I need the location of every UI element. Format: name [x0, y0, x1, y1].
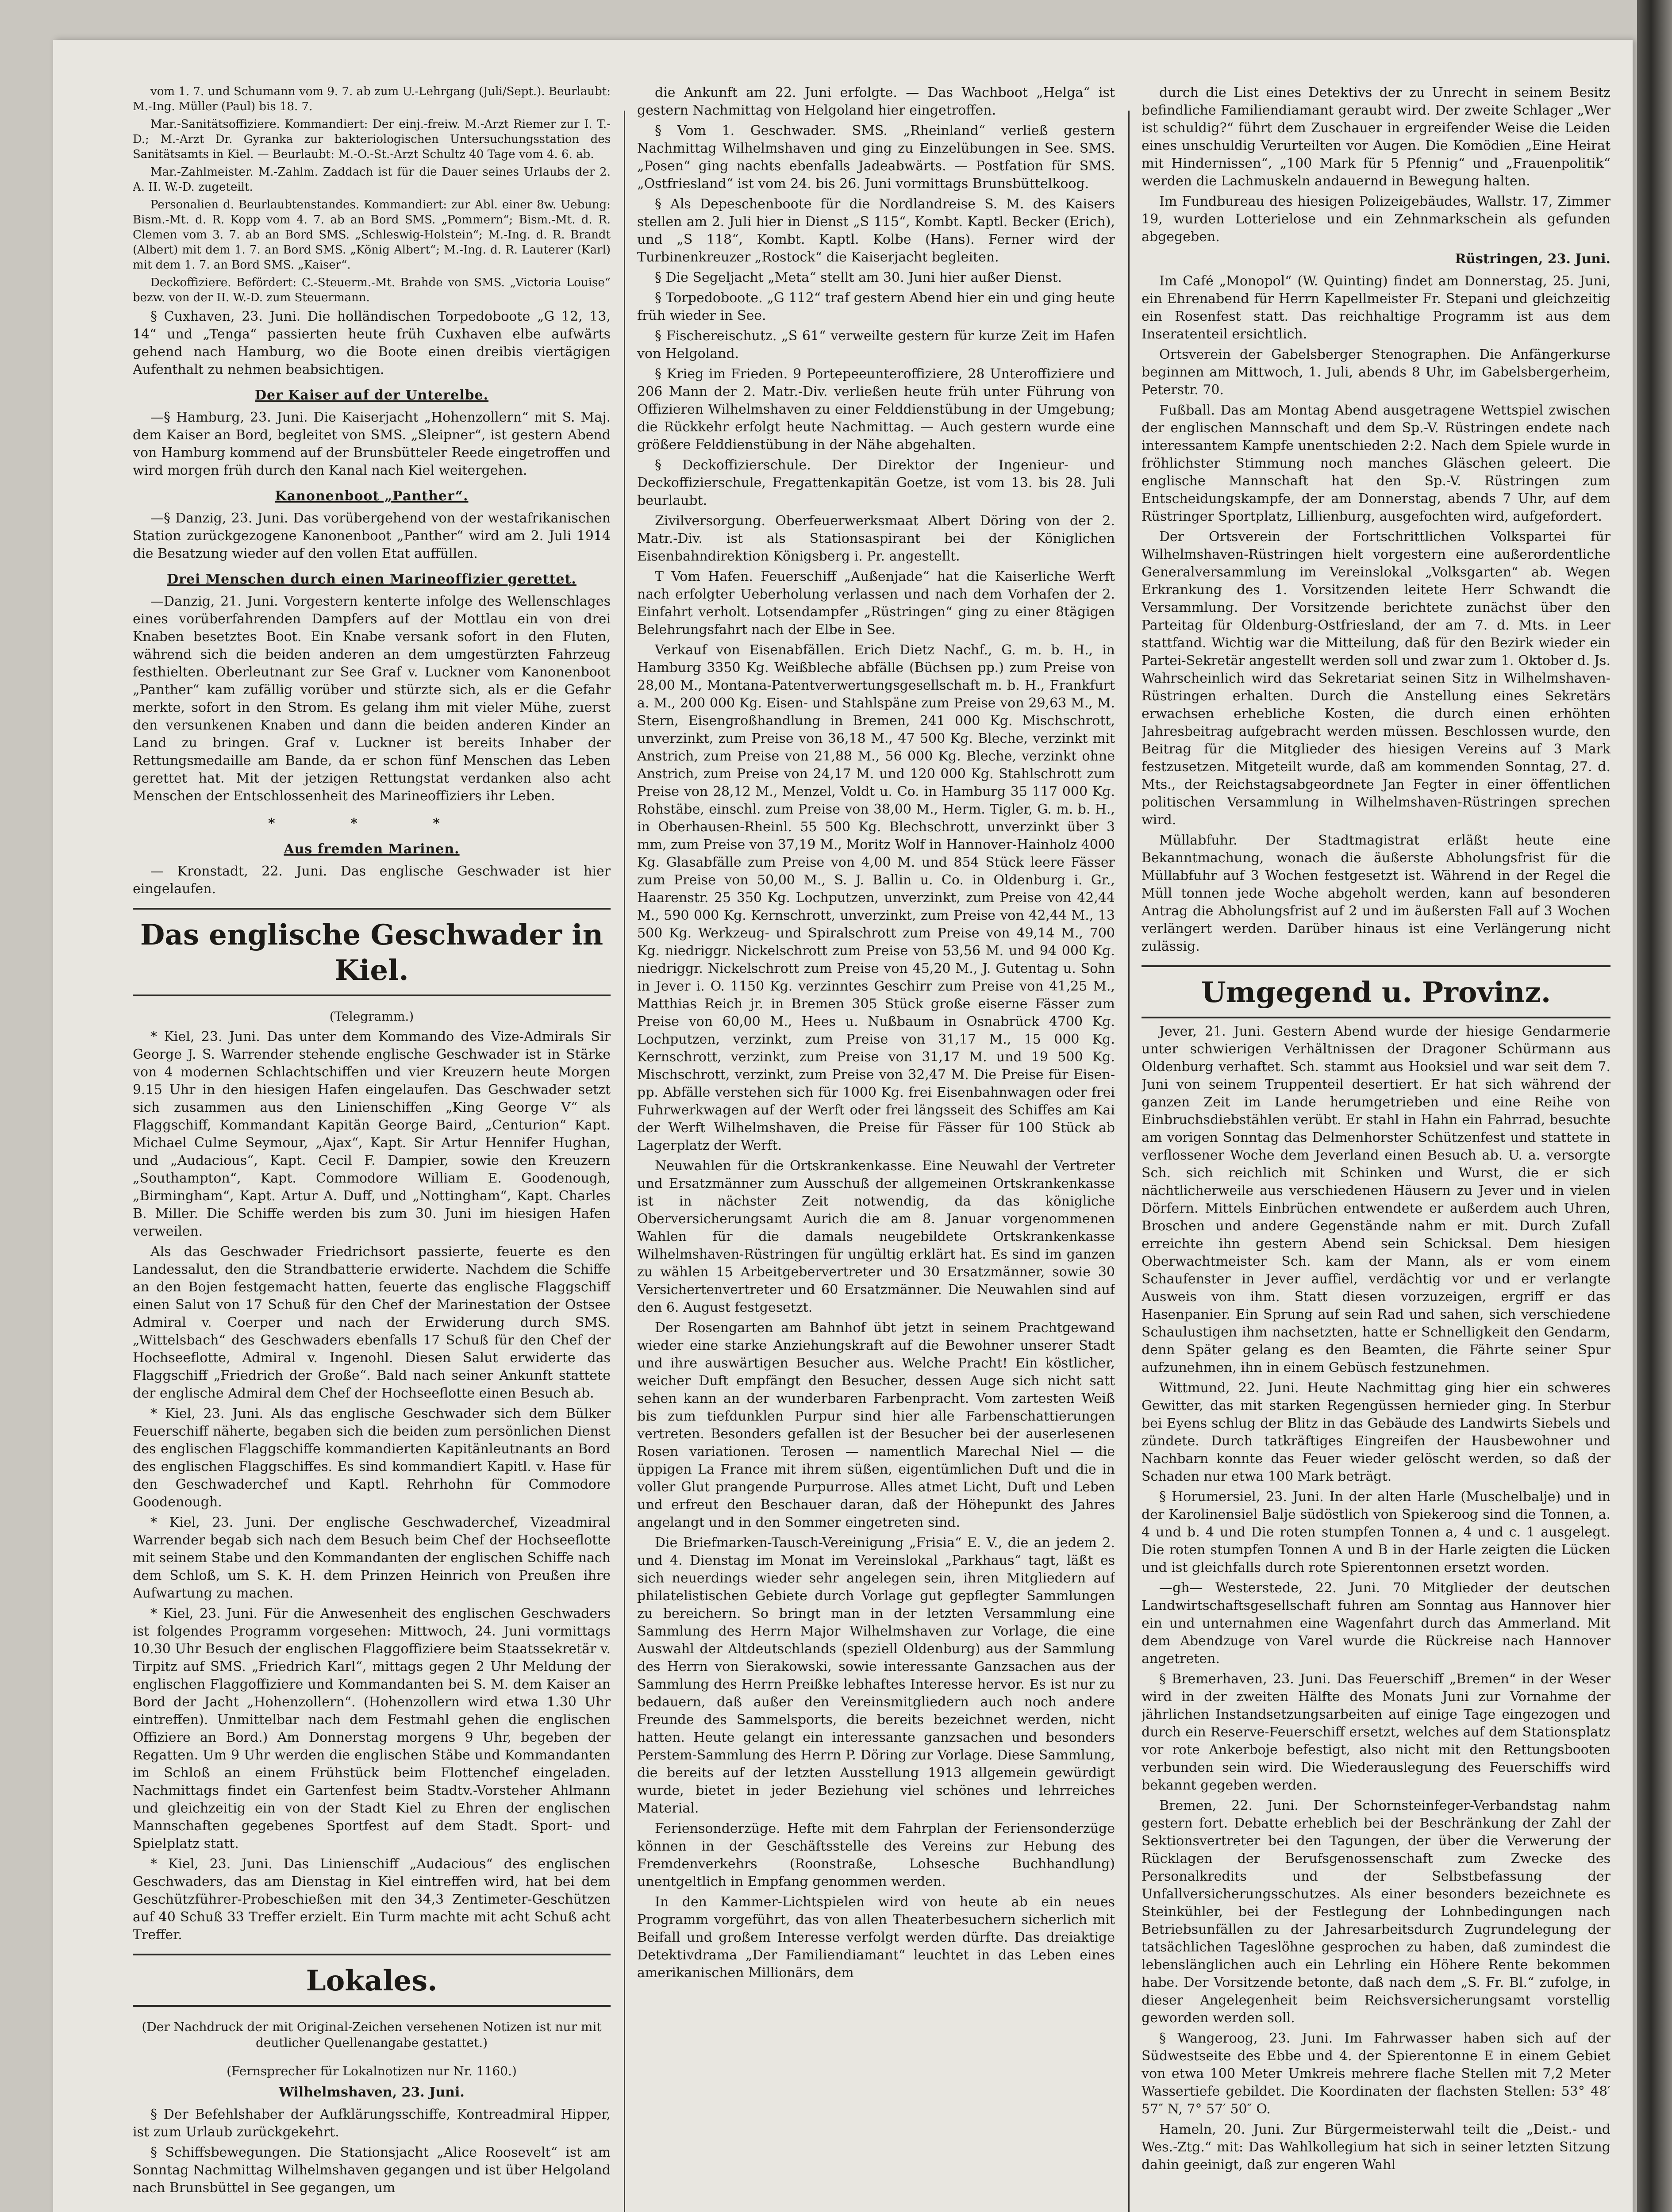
- article-muellabfuhr: Müllabfuhr. Der Stadtmagistrat erläßt heute eine Bekanntmachung, wonach die äußerste Abholungsfrist für die Müllabfuhr auf 3 Wochen festgesetzt ist. Während in der Regel die Müll tonnen jede Woche abgeholt werden, kann auf besonderen Antrag die Abholungsfrist auf 2 und im äußersten Fall auf 3 Wochen verlängert werden. Darüber hinaus ist eine Verlängerung nicht zulässig.: [1142, 833, 1611, 954]
- article-wittmund: Wittmund, 22. Juni. Heute Nachmittag ging hier ein schweres Gewitter, das mit starken Regengüssen hernieder ging. In Sterbur bei Eyens schlug der Blitz in das Gebäude des Landwirts Siebels und zündete. Durch tatkräftiges Eingreifen der Hausbewohner und Nachbarn konnte das Feuer wieder gelöscht werden, so daß der Schaden nur etwa 100 Mark beträgt.: [1142, 1380, 1611, 1484]
- article-intro: vom 1. 7. und Schumann vom 9. 7. ab zum U.-Lehrgang (Juli/Sept.). Beurlaubt: M.-Ing. Müller (Paul) bis 18. 7.: [133, 85, 611, 113]
- telegramm-note: (Telegramm.): [329, 1009, 414, 1024]
- article-gabelsberger: Ortsverein der Gabelsberger Stenographen. Die Anfängerkurse beginnen am Mittwoch, 1. Juli, abends 8 Uhr, im Gabelsbergerheim, Peterstr. 70.: [1142, 347, 1611, 398]
- heading-kaiser: Der Kaiser auf der Unterelbe.: [254, 388, 489, 403]
- article-fundbureau: Im Fundbureau des hiesigen Polizeigebäudes, Wallstr. 17, Zimmer 19, wurden Lotterielose und ein Zehnmarkschein als gefunden abgegeben.: [1142, 194, 1611, 245]
- article-verkauf: Verkauf von Eisenabfällen. Erich Dietz Nachf., G. m. b. H., in Hamburg 3350 Kg. Weißbleche abfälle (Büchsen pp.) zum Preise von 28,00 M., Montana-Patentverwertungsgesellschaft m. b. H., Frankfurt a. M., 200 000 Kg. Eisen- und Stahlspäne zum Preise von 29,63 M., M. Stern, Eisengroßhandlung in Bremen, 241 000 Kg. Mischschrott, unverzinkt, zum Preise von 36,18 M., 47 500 Kg. Bleche, verzinkt mit Anstrich, zum Preise von 21,88 M., 56 000 Kg. Bleche, verzinkt ohne Anstrich, zum Preise von 24,17 M. und 120 000 Kg. Stahlschrott zum Preise von 28,12 M., Menzel, Voldt u. Co. in Hamburg 35 117 000 Kg. Rohstäbe, einschl. zum Preise von 38,00 M., Herm. Tigler, G. m. b. H., in Oberhausen-Rheinl. 55 500 Kg. Blechschrott, unverzinkt über 3 mm, zum Preise von 37,19 M., Moritz Wolf in Hannover-Hainholz 4000 Kg. Glasabfälle zum Preise von 4,00 M. und 854 Stück leere Fässer zum Preise von 50,00 M., S. J. Ballin u. Co. in Oldenburg i. Gr., Haarenstr. 25 350 Kg. Lochputzen, unverzinkt, zum Preise von 42,44 M., 590 000 Kg. Kernschrott, unverzinkt, zum Preise von 42,44 M., 13 500 Kg. Werkzeug- und Spiralschrott zum Preise von 49,14 M., 700 Kg. niedriggr. Nickelschrott zum Preise von 53,56 M. und 94 000 Kg. niedriggr. Nickelschrott zum Preise von 45,20 M., J. Gutentag u. Sohn in Jever i. O. 1150 Kg. verzinntes Geschirr zum Preise von 41,25 M., Matthias Reich jr. in Bremen 305 Stück große eiserne Fässer zum Preise von 60,00 M., Hees u. Nußbaum in Osnabrück 4700 Kg. Lochputzen, verzinkt, zum Preise von 31,17 M., 15 000 Kg. Kernschrott, verzinkt, zum Preise von 31,17 M. und 19 500 Kg. Mischschrott, verzinkt, zum Preise von 32,47 M. Die Preise für Eisen- pp. Abfälle verstehen sich für 1000 Kg. frei Eisenbahnwagen oder frei Fuhrwerkwagen auf der Werft oder frei längsseit des Schiffes am Kai der Werft Wilhelmshaven, die Preise für Fässer für 100 Stück ab Lagerplatz der Werft.: [637, 642, 1115, 1153]
- article-monopol: Im Café „Monopol“ (W. Quinting) findet am Donnerstag, 25. Juni, ein Ehrenabend für Herrn Kapellmeister Fr. Stepani und gleichzeitig ein Rosenfest statt. Das reichhaltige Programm ist aus dem Inseratenteil ersichtlich.: [1142, 273, 1611, 342]
- dateline-wilhelmshaven: Wilhelmshaven, 23. Juni.: [279, 2085, 465, 2100]
- column-1: [133, 84, 611, 2212]
- article-feriensonderzuege: Feriensonderzüge. Hefte mit dem Fahrplan der Feriensonderzüge können in der Geschäftsstelle des Vereins zur Hebung des Fremdenverkehrs (Roonstraße, Lohsesche Buchhandlung) unentgeltlich in Empfang genommen werden.: [637, 1821, 1115, 1889]
- heading-gerettet: Drei Menschen durch einen Marineoffizier gerettet.: [167, 572, 577, 587]
- article-hameln: Hameln, 20. Juni. Zur Bürgermeisterwahl teilt die „Deist.- und Wes.-Ztg.“ mit: Das Wahlkollegium hat sich in seiner letzten Sitzung dahin geeinigt, daß zur engeren Wahl: [1142, 2122, 1611, 2173]
- article-cuxhaven: § Cuxhaven, 23. Juni. Die holländischen Torpedoboote „G 12, 13, 14“ und „Tenga“ passierten heute früh Cuxhaven elbe aufwärts gehend nach Hamburg, wo die Boote einen dreibis viertägigen Aufenthalt zu nehmen beabsichtigen.: [133, 309, 611, 377]
- article-helga: die Ankunft am 22. Juni erfolgte. — Das Wachboot „Helga“ ist gestern Nachmittag von Helgoland hier eingetroffen.: [637, 85, 1115, 118]
- article-familiendiamant: durch die List eines Detektivs der zu Unrecht in seinem Besitz befindliche Familiendiamant geraubt wird. Der zweite Schlager „Wer ist schuldig?“ führt dem Zuschauer in ergreifender Weise die Leiden eines unschuldig Verurteilten vor Augen. Die Komödien „Eine Heirat mit Hindernissen“, „100 Mark für 5 Pfennig“ und „Frauenpolitik“ werden die Lachmuskeln andauernd in Bewegung halten.: [1142, 85, 1611, 189]
- article-kiel-4: * Kiel, 23. Juni. Der englische Geschwaderchef, Vizeadmiral Warrender begab sich nach dem Besuch beim Chef der Hochseeflotte mit seinem Stabe und den Kommandanten der englischen Schiffe nach dem Schloß, um S. K. H. dem Prinzen Heinrich von Preußen ihre Aufwartung zu machen.: [133, 1515, 611, 1601]
- article-briefmarken: Die Briefmarken-Tausch-Vereinigung „Frisia“ E. V., die an jedem 2. und 4. Dienstag im Monat im Vereinslokal „Parkhaus“ tagt, läßt es sich neuerdings wieder sehr angelegen sein, ihren Mitgliedern auf philatelistischen Gebiete durch Vorlage gut gepflegter Sammlungen zu bereichern. So bringt man in der letzten Versammlung eine Sammlung des Herrn Major Wilhelmshaven zur Vorlage, die eine Auswahl der Altdeutschlands (speziell Oldenburg) aus der Sammlung des Herrn von Sierakowski, sowie interessante Ganzsachen aus der Sammlung des Herrn Preißke lebhaftes Interesse hervor. Es ist nur zu bedauern, daß außer den Vereinsmitgliedern auch noch andere Freunde des Sammelsports, die bereits bezeichnet werden, nicht hatten. Heute gelangt ein interessante ganzsachen und besonders Perstem-Sammlung des Herrn P. Döring zur Vorlage. Diese Sammlung, die bereits auf der letzten Ausstellung 1913 allgemein gewürdigt wurde, bietet in jeder Beziehung viel schönes und lehrreiches Material.: [637, 1535, 1115, 1816]
- article-fischereischutz: § Fischereischutz. „S 61“ verweilte gestern für kurze Zeit im Hafen von Helgoland.: [637, 328, 1115, 361]
- article-volkspartei: Der Ortsverein der Fortschrittlichen Volkspartei für Wilhelmshaven-Rüstringen hielt vorgestern eine außerordentliche Generalversammlung im Vereinslokal „Volksgarten“ ab. Wegen Erkrankung des 1. Vorsitzenden leitete Herr Schwandt die Versammlung. Der Vorsitzende berichtete zunächst über den Parteitag für Oldenburg-Ostfriesland, der am 7. d. Mts. in Leer stattfand. Wichtig war die Mitteilung, daß für den Bezirk wieder ein Partei-Sekretär angestellt werden soll und zwar zum 1. Oktober d. Js. Wahrscheinlich wird das Sekretariat seinen Sitz in Wilhelmshaven-Rüstringen erhalten. Durch die Anstellung eines Sekretärs erwachsen erhebliche Kosten, die durch einen erhöhten Jahresbeitrag aufgebracht werden müssen. Beschlossen wurde, den Beitrag für die Mitglieder des hiesigen Vereins auf 3 Mark festzusetzen. Mitgeteilt wurde, daß am kommenden Sonntag, 27. d. Mts., der Reichstagsabgeordnete Jan Fegter in einer öffentlichen politischen Versammlung in Wilhelmshaven-Rüstringen sprechen wird.: [1142, 529, 1611, 828]
- article-deckoffizierschule: § Deckoffizierschule. Der Direktor der Ingenieur- und Deckoffizierschule, Fregattenkapitän Goetze, ist vom 13. bis 28. Juli beurlaubt.: [637, 457, 1115, 508]
- article-deckoffiziere: Deckoffiziere. Befördert: C.-Steuerm.-Mt. Brahde von SMS. „Victoria Louise“ bezw. von der II. W.-D. zum Steuermann.: [133, 276, 611, 304]
- article-kiel-2: Als das Geschwader Friedrichsort passierte, feuerte es den Landessalut, den die Strandbatterie erwiderte. Nachdem die Schiffe an den Bojen festgemacht hatten, feuerte das englische Flaggschiff einen Salut von 17 Schuß für den Chef der Marinestation der Ostsee Admiral v. Coerper und nach der Erwiderung durch SMS. „Wittelsbach“ des Geschwaders ebenfalls 17 Schuß für den Chef der Hochseeflotte, Admiral v. Ingenohl. Diesen Salut erwiderte das Flaggschiff „Friedrich der Große“. Bald nach seiner Ankunft stattete der englische Admiral dem Chef der Hochseeflotte einen Besuch ab.: [133, 1244, 611, 1401]
- article-kiel-3: * Kiel, 23. Juni. Als das englische Geschwader sich dem Bülker Feuerschiff näherte, begaben sich die beiden zum persönlichen Dienst des englischen Flaggschiffe kommandierten Kapitänleutnants an Bord des englischen Flaggschiffes. Es sind kommandiert Kapitl. v. Hase für den Geschwaderchef und Kaptl. Rehrhohn für Commodore Goodenough.: [133, 1406, 611, 1510]
- headline-provinz: Umgegend u. Provinz.: [1142, 965, 1611, 1018]
- binding-edge: [1637, 0, 1672, 2212]
- column-rule-2: [1128, 111, 1130, 2212]
- note-fernsprecher: (Fernsprecher für Lokalnotizen nur Nr. 1160.): [227, 2064, 517, 2078]
- column-2: [637, 84, 1115, 2212]
- article-wangeroog: § Wangeroog, 23. Juni. Im Fahrwasser haben sich auf der Südwestseite des Ebbe und 4. der Spierentonne E in einem Gebiet von etwa 100 Meter Umkreis mehrere flache Stellen mit 7,2 Meter Wassertiefe gebildet. Die Koordinaten der flachsten Stellen: 53° 48′ 57″ N, 7° 57′ 50″ O.: [1142, 2031, 1611, 2117]
- headline-geschwader: Das englische Geschwader in Kiel.: [133, 908, 611, 996]
- separator-stars: * * *: [268, 816, 475, 831]
- article-krieg-im-frieden: § Krieg im Frieden. 9 Portepeeunteroffiziere, 28 Unteroffiziere und 206 Mann der 2. Matr.-Div. verließen heute früh unter Führung von Offizieren Wilhelmshaven zu einer Felddienstübung in der Umgebung; die Rückkehr erfolgt heute Nachmittag. — Auch gestern wurde eine größere Felddienstübung in der Nähe abgehalten.: [637, 366, 1115, 453]
- article-kiel-5: * Kiel, 23. Juni. Für die Anwesenheit des englischen Geschwaders ist folgendes Programm vorgesehen: Mittwoch, 24. Juni vormittags 10.30 Uhr Besuch der englischen Flaggoffiziere beim Staatssekretär v. Tirpitz auf SMS. „Friedrich Karl“, mittags gegen 2 Uhr Meldung der englischen Flaggoffiziere und Kommandanten bei S. M. dem Kaiser an Bord der Jacht „Hohenzollern“. (Hohenzollern wird etwa 1.30 Uhr eintreffen). Unmittelbar nach dem Festmahl gehen die englischen Offiziere an Bord.) Am Donnerstag morgens 9 Uhr, begeben der Regatten. Um 9 Uhr werden die englischen Stäbe und Kommandanten im Schloß an einem Frühstück beim Flottenchef eingeladen. Nachmittags findet ein Gartenfest beim Stadtv.-Vorsteher Ahlmann und gleichzeitig ein von der Stadt Kiel zu Ehren der englischen Mannschaften gegebenes Sportfest auf dem Stadt. Sport- und Spielplatz statt.: [133, 1606, 611, 1851]
- article-kronstadt: — Kronstadt, 22. Juni. Das englische Geschwader ist hier eingelaufen.: [133, 864, 611, 897]
- note-nachdruck: (Der Nachdruck der mit Original-Zeichen versehenen Notizen ist nur mit deutlicher Quellenangabe gestattet.): [142, 2020, 602, 2050]
- article-hamburg: —§ Hamburg, 23. Juni. Die Kaiserjacht „Hohenzollern“ mit S. Maj. dem Kaiser an Bord, begleitet von SMS. „Sleipner“, ist gestern Abend von Hamburg kommend auf der Brunsbütteler Reede eingetroffen und wird morgen früh durch den Kanal nach Kiel weitergehen.: [133, 410, 611, 478]
- article-kammer-lichtspiele: In den Kammer-Lichtspielen wird von heute ab ein neues Programm vorgeführt, das von allen Theaterbesuchern sicherlich mit Beifall und großem Interesse verfolgt werden dürfte. Das dreiaktige Detektivdrama „Der Familiendiamant“ leuchtet in das Leben eines amerikanischen Millionärs, dem: [637, 1894, 1115, 1981]
- article-zivilversorgung: Zivilversorgung. Oberfeuerwerksmaat Albert Döring von der 2. Matr.-Div. ist als Stationsaspirant bei der Königlichen Eisenbahndirektion Königsberg i. Pr. angestellt.: [637, 513, 1115, 564]
- article-danzig-2: —Danzig, 21. Juni. Vorgestern kenterte infolge des Wellenschlages eines vorüberfahrenden Dampfers auf der Mottlau ein von drei Knaben besetztes Boot. Ein Knabe versank sofort in den Fluten, während sich die beiden anderen an dem umgestürzten Fahrzeug festhielten. Oberleutnant zur See Graf v. Luckner vom Kanonenboot „Panther“ kam zufällig vorüber und stürzte sich, als er die Gefahr merkte, sofort in den Strom. Es gelang ihm mit vieler Mühe, zuerst den versunkenen Knaben und dann die beiden anderen Kinder an Land zu bringen. Graf v. Luckner ist bereits Inhaber der Rettungsmedaille am Bande, da er schon fünf Menschen das Leben gerettet hat. Mit der jetzigen Rettungstat verdanken also acht Menschen der Entschlossenheit des Marineoffiziers ihr Leben.: [133, 594, 611, 804]
- column-rule-1: [624, 111, 625, 2212]
- article-fussball: Fußball. Das am Montag Abend ausgetragene Wettspiel zwischen der englischen Mannschaft und dem Sp.-V. Rüstringen endete nach interessantem Kampfe unentschieden 2:2. Nach dem Spiele wurde in fröhlichster Stimmung noch manches Gläschen geleert. Die englische Mannschaft hat den Sp.-V. Rüstringen zum Entscheidungskampfe, der am Donnerstag, abends 7 Uhr, auf dem Rüstringer Sportplatz, Lillienburg, ausgefochten wird, aufgefordert.: [1142, 403, 1611, 524]
- heading-fremde-marinen: Aus fremden Marinen.: [284, 841, 460, 857]
- article-personalien: Personalien d. Beurlaubtenstandes. Kommandiert: zur Abl. einer 8w. Uebung: Bism.-Mt. d. R. Kopp vom 4. 7. ab an Bord SMS. „Pommern“; Bism.-Mt. d. R. Clemen vom 3. 7. ab an Bord SMS. „Schleswig-Holstein“; M.-Ing. d. R. Brandt (Albert) mit dem 1. 7. an Bord SMS. „König Albert“; M.-Ing. d. R. Lauterer (Karl) mit dem 1. 7. an Bord SMS. „Kaiser“.: [133, 198, 611, 272]
- article-segeljacht: § Die Segeljacht „Meta“ stellt am 30. Juni hier außer Dienst.: [655, 270, 1062, 285]
- column-3: [1142, 84, 1611, 2212]
- article-horumersiel: § Horumersiel, 23. Juni. In der alten Harle (Muschelbalje) und in der Karolinensiel Balje südöstlich von Spiekeroog sind die Tonnen, a. 4 und b. 4 und Die roten stumpfen Tonnen a, 4 und c. 1 ausgelegt. Die roten stumpfen Tonnen A und B in der Harle zeigten die Lücken und ist gleichfalls durch rote Spierentonnen ersetzt worden.: [1142, 1489, 1611, 1575]
- article-bremerhaven: § Bremerhaven, 23. Juni. Das Feuerschiff „Bremen“ in der Weser wird in der zweiten Hälfte des Monats Juni zur Vornahme der jährlichen Instandsetzungsarbeiten auf einige Tage eingezogen und durch ein Reserve-Feuerschiff ersetzt, welches auf dem Stationsplatz vor rote Ankerboje befestigt, also nicht mit den Rettungsbooten verbunden sein wird. Die Wiederauslegung des Feuerschiffs wird bekannt gegeben werden.: [1142, 1671, 1611, 1793]
- article-schiffsbewegungen: § Schiffsbewegungen. Die Stationsjacht „Alice Roosevelt“ ist am Sonntag Nachmittag Wilhelmshaven gegangen und ist über Helgoland nach Brunsbüttel in See gegangen, um: [133, 2145, 611, 2196]
- article-1-geschwader: § Vom 1. Geschwader. SMS. „Rheinland“ verließ gestern Nachmittag Wilhelmshaven und ging zu Einzelübungen in See. SMS. „Posen“ ging nachts ebenfalls Jadeabwärts. — Postfation für SMS. „Ostfriesland“ ist vom 24. bis 26. Juni vormittags Brunsbüttelkoog.: [637, 123, 1115, 192]
- article-kiel-6: * Kiel, 23. Juni. Das Linienschiff „Audacious“ des englischen Geschwaders, das am Dienstag in Kiel eintreffen wird, hat bei dem Geschützführer-Probeschießen mit den 34,3 Zentimeter-Geschützen auf 40 Schuß 33 Treffer erzielt. Ein Turm machte mit acht Schuß acht Treffer.: [133, 1856, 611, 1943]
- dateline-ruestringen: Rüstringen, 23. Juni.: [1455, 251, 1611, 267]
- article-kiel-1: * Kiel, 23. Juni. Das unter dem Kommando des Vize-Admirals Sir George J. S. Warrender stehende englische Geschwader ist in Stärke von 4 modernen Schlachtschiffen und vier Kreuzern heute Morgen 9.15 Uhr in den hiesigen Hafen eingelaufen. Das Geschwader setzt sich zusammen aus den Linienschiffen „King George V“ als Flaggschiff, Kommandant Kapitän George Baird, „Centurion“ Kapt. Michael Culme Seymour, „Ajax“, Kapt. Sir Artur Hennifer Hughan, und „Audacious“, Kapt. Cecil F. Dampier, sowie den Kreuzern „Southampton“, Kapt. Commodore William E. Goodenough, „Birmingham“, Kapt. Artur A. Duff, und „Nottingham“, Kapt. Charles B. Miller. Die Schiffe werden bis zum 30. Juni im hiesigen Hafen verweilen.: [133, 1029, 611, 1239]
- headline-lokales: Lokales.: [133, 1954, 611, 2007]
- heading-panther: Kanonenboot „Panther“.: [275, 488, 469, 504]
- article-danzig-1: —§ Danzig, 23. Juni. Das vorübergehend von der westafrikanischen Station zurückgezogene Kanonenboot „Panther“ wird am 2. Juli 1914 die Besatzung wieder auf den vollen Etat auffüllen.: [133, 511, 611, 561]
- article-zahlmeister: Mar.-Zahlmeister. M.-Zahlm. Zaddach ist für die Dauer seines Urlaubs der 2. A. II. W.-D. zugeteilt.: [133, 165, 611, 194]
- article-westerstede: —gh— Westerstede, 22. Juni. 70 Mitglieder der deutschen Landwirtschaftsgesellschaft fuhren am Sonntag aus Hannover hier ein und unternahmen eine Wagenfahrt durch das Ammerland. Mit dem Abendzuge von Varel wurde die Rückreise nach Hannover angetreten.: [1142, 1580, 1611, 1667]
- article-jever: Jever, 21. Juni. Gestern Abend wurde der hiesige Gendarmerie unter schwierigen Verhältnissen der Dragoner Schürmann aus Oldenburg verhaftet. Sch. stammt aus Hooksiel und war seit dem 7. Juni von seinem Truppenteil desertiert. Er hat sich während der ganzen Zeit im Lande herumgetrieben und eine Reihe von Einbruchsdiebstählen verübt. Er stahl in Hahn ein Fahrrad, besuchte am vorigen Sonntag das Delmenhorster Schützenfest und stattete in verflossener Woche dem Jeverland einen Besuch ab. U. a. versorgte Sch. sich reichlich mit Schinken und Wurst, die er sich nächtlicherweile aus verschiedenen Häusern zu Jever und in vielen Dörfern. Mittels Einbrüchen entwendete er außerdem auch Uhren, Broschen und andere Gegenstände nahm er mit. Durch Zufall erreichte ihn gestern Abend sein Schicksal. Dem hiesigen Oberwachtmeister Sch. kam der Mann, als er vom einem Schaufenster in Jever auffiel, verdächtig vor und er verlangte Ausweis von ihm. Statt diesen vorzuzeigen, ergriff er das Hasenpanier. Ein Sprung auf sein Rad und sahen, sich verschiedene Schaulustigen ihm nachsetzten, hatte er Schnelligkeit den Gendarm, denn Später gelang es den Beamten, die Fährte seiner Spur aufzunehmen, ihn in einem Gebüsch festzunehmen.: [1142, 1024, 1611, 1375]
- article-neuwahlen: Neuwahlen für die Ortskrankenkasse. Eine Neuwahl der Vertreter und Ersatzmänner zum Ausschuß der allgemeinen Ortskrankenkasse ist in nächster Zeit notwendig, da das königliche Oberversicherungsamt Aurich die am 8. Januar vorgenommenen Wahlen für die damals neugebildete Ortskrankenkasse Wilhelmshaven-Rüstringen für ungültig erklärt hat. Es sind im ganzen zu wählen 15 Arbeitgebervertreter und 30 Ersatzmänner, sowie 30 Versichertenvertreter und 60 Ersatzmänner. Die Neuwahlen sind auf den 6. August festgesetzt.: [637, 1158, 1115, 1315]
- article-sanitaet: Mar.-Sanitätsoffiziere. Kommandiert: Der einj.-freiw. M.-Arzt Riemer zur I. T.-D.; M.-Arzt Dr. Gyranka zur bakteriologischen Untersuchungsstation des Sanitätsamts in Kiel. — Beurlaubt: M.-O.-St.-Arzt Schultz 40 Tage vom 4. 6. ab.: [133, 118, 611, 161]
- article-depeschenboote: § Als Depeschenboote für die Nordlandreise S. M. des Kaisers stellen am 2. Juli hier in Dienst „S 115“, Kombt. Kaptl. Becker (Erich), und „S 118“, Kombt. Kaptl. Kolbe (Hans). Ferner wird der Turbinenkreuzer „Rostock“ die Kaiserjacht begleiten.: [637, 196, 1115, 265]
- article-bremen: Bremen, 22. Juni. Der Schornsteinfeger-Verbandstag nahm gestern fort. Debatte erheblich bei der Beschränkung der Zahl der Sektionsvertreter bei den Tagungen, der über die Verwerung der Rücklagen der Berufsgenossenschaft zum Zwecke des Personalkredits und der Selbstbefassung der Unfallversicherungsschutzes. Als einer besonders bezeichnete es Steinkühler, bei der Festlegung der Lohnbedingungen nach Betriebsunfällen zu der Jahresarbeitsdurch Zugrundelegung der tatsächlichen Tageslöhne gesprochen zu haben, daß zumindest die lebenslänglichen auch ein Lehrling ein Höhere Rente bekommen habe. Der Vorsitzende betonte, daß nach dem „S. Fr. Bl.“ zufolge, in dieser Angelegenheit beim Reichsversicherungsamt vorstellig geworden werden soll.: [1142, 1798, 1611, 2026]
- article-befehlshaber: § Der Befehlshaber der Aufklärungsschiffe, Kontreadmiral Hipper, ist zum Urlaub zurückgekehrt.: [133, 2107, 611, 2140]
- article-torpedoboote: § Torpedoboote. „G 112“ traf gestern Abend hier ein und ging heute früh wieder in See.: [637, 290, 1115, 323]
- article-rosengarten: Der Rosengarten am Bahnhof übt jetzt in seinem Prachtgewand wieder eine starke Anziehungskraft auf die Bewohner unserer Stadt und ihre auswärtigen Besucher aus. Welche Pracht! Ein köstlicher, weicher Duft empfängt den Besucher, dessen Auge sich nicht satt sehen kann an der wunderbaren Farbenpracht. Vom zartesten Weiß bis zum tiefdunklen Purpur sind hier alle Farbenschattierungen vertreten. Besonders gefallen ist der Besucher bei der auserlesenen Rosen variationen. Terosen — namentlich Marechal Niel — die üppigen La France mit ihrem süßen, eigentümlichen Duft und die in voller Glut prangende Purpurrose. Alles atmet Licht, Duft und Leben und erfreut den Beschauer daran, daß der Höhepunkt des Jahres angelangt und in den Sommer eingetreten sind.: [637, 1320, 1115, 1530]
- article-vom-hafen: T Vom Hafen. Feuerschiff „Außenjade“ hat die Kaiserliche Werft nach erfolgter Ueberholung verlassen und nach dem Vorhafen der 2. Einfahrt verholt. Lotsendampfer „Rüstringen“ ging zu einer 8tägigen Belehrungsfahrt nach der Elbe in See.: [637, 569, 1115, 637]
